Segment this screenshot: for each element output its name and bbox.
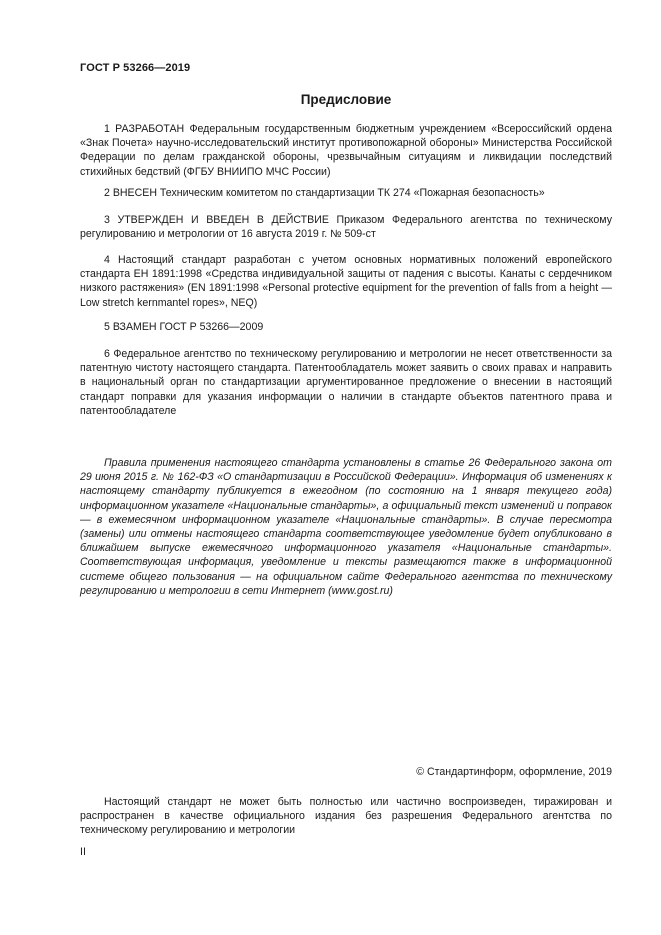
page-title: Предисловие [300, 92, 392, 107]
foreword-item-text: 1 РАЗРАБОТАН Федеральным государственным бюджетным учреждением «Всероссийский ордена «Знак Почета» научно-исследовательский институт противопожарной обороны» Министерства Российской Федерации по делам гражданской обороны, чрезвычайным ситуациям и ликвидации последствий стихийных бедствий (ФГБУ ВНИИПО МЧС России) [80, 123, 612, 178]
foreword-item-replaces [80, 320, 612, 334]
copyright-line: © Стандартинформ, оформление, 2019 [416, 766, 612, 778]
foreword-item-text: 3 УТВЕРЖДЕН И ВВЕДЕН В ДЕЙСТВИЕ Приказом Федерального агентства по техническому регулированию и метрологии от 16 августа 2019 г. № 509-ст [80, 214, 612, 241]
foreword-item-text: 5 ВЗАМЕН ГОСТ Р 53266—2009 [104, 321, 264, 333]
notice-text: Правила применения настоящего стандарта установлены в статье 26 Федерального закона от 29 июня 2015 г. № 162-ФЗ «О стандартизации в Российской Федерации». Информация об изменениях к настоящему стандарту публикуется в ежегодном (по состоянию на 1 января текущего года) информационном указателе «Национальные стандарты», а официальный текст изменений и поправок — в ежемесячном информационном указателе «Национальные стандарты». В случае пересмотра (замены) или отмены настоящего стандарта соответствующее уведомление будет опубликовано в ближайшем выпуске ежемесячного информационного указателя «Национальные стандарты». Соответствующая информация, уведомление и тексты размещаются также в информационной системе общего пользования — на официальном сайте Федерального агентства по техническому регулированию и метрологии в сети Интернет (www.gost.ru) [80, 457, 612, 597]
foreword-item-text: 4 Настоящий стандарт разработан с учетом основных нормативных положений европейского стандарта ЕН 1891:1998 «Средства индивидуальной защиты от падения с высоты. Канаты с сердечником низкого растяжения» (EN 1891:1998 «Personal protective equipment for the prevention of falls from a height — Low stretch kernmantel ropes», NEQ) [80, 254, 612, 309]
standard-code-header: ГОСТ Р 53266—2019 [80, 62, 191, 74]
rights-text: Настоящий стандарт не может быть полностью или частично воспроизведен, тиражирован и распространен в качестве официального издания без разрешения Федерального агентства по техническому регулированию и метрологии [80, 796, 612, 837]
foreword-item-introduced [80, 186, 612, 200]
page-number: II [80, 846, 86, 858]
foreword-item-developed [80, 122, 612, 179]
foreword-item-text: 2 ВНЕСЕН Техническим комитетом по стандартизации ТК 274 «Пожарная безопасность» [104, 187, 545, 199]
foreword-item-patent [80, 347, 612, 418]
application-rules-notice [80, 456, 612, 598]
foreword-item-approved [80, 213, 612, 241]
reproduction-rights-notice [80, 795, 612, 838]
foreword-item-based-on [80, 253, 612, 310]
foreword-item-text: 6 Федеральное агентство по техническому регулированию и метрологии не несет ответственности за патентную чистоту настоящего стандарта. Патентообладатель может заявить о своих правах и направить в национальный орган по стандартизации аргументированное предложение о внесении в настоящий стандарт поправки для указания информации о наличии в стандарте объектов патентного права и патентообладателе [80, 348, 612, 417]
